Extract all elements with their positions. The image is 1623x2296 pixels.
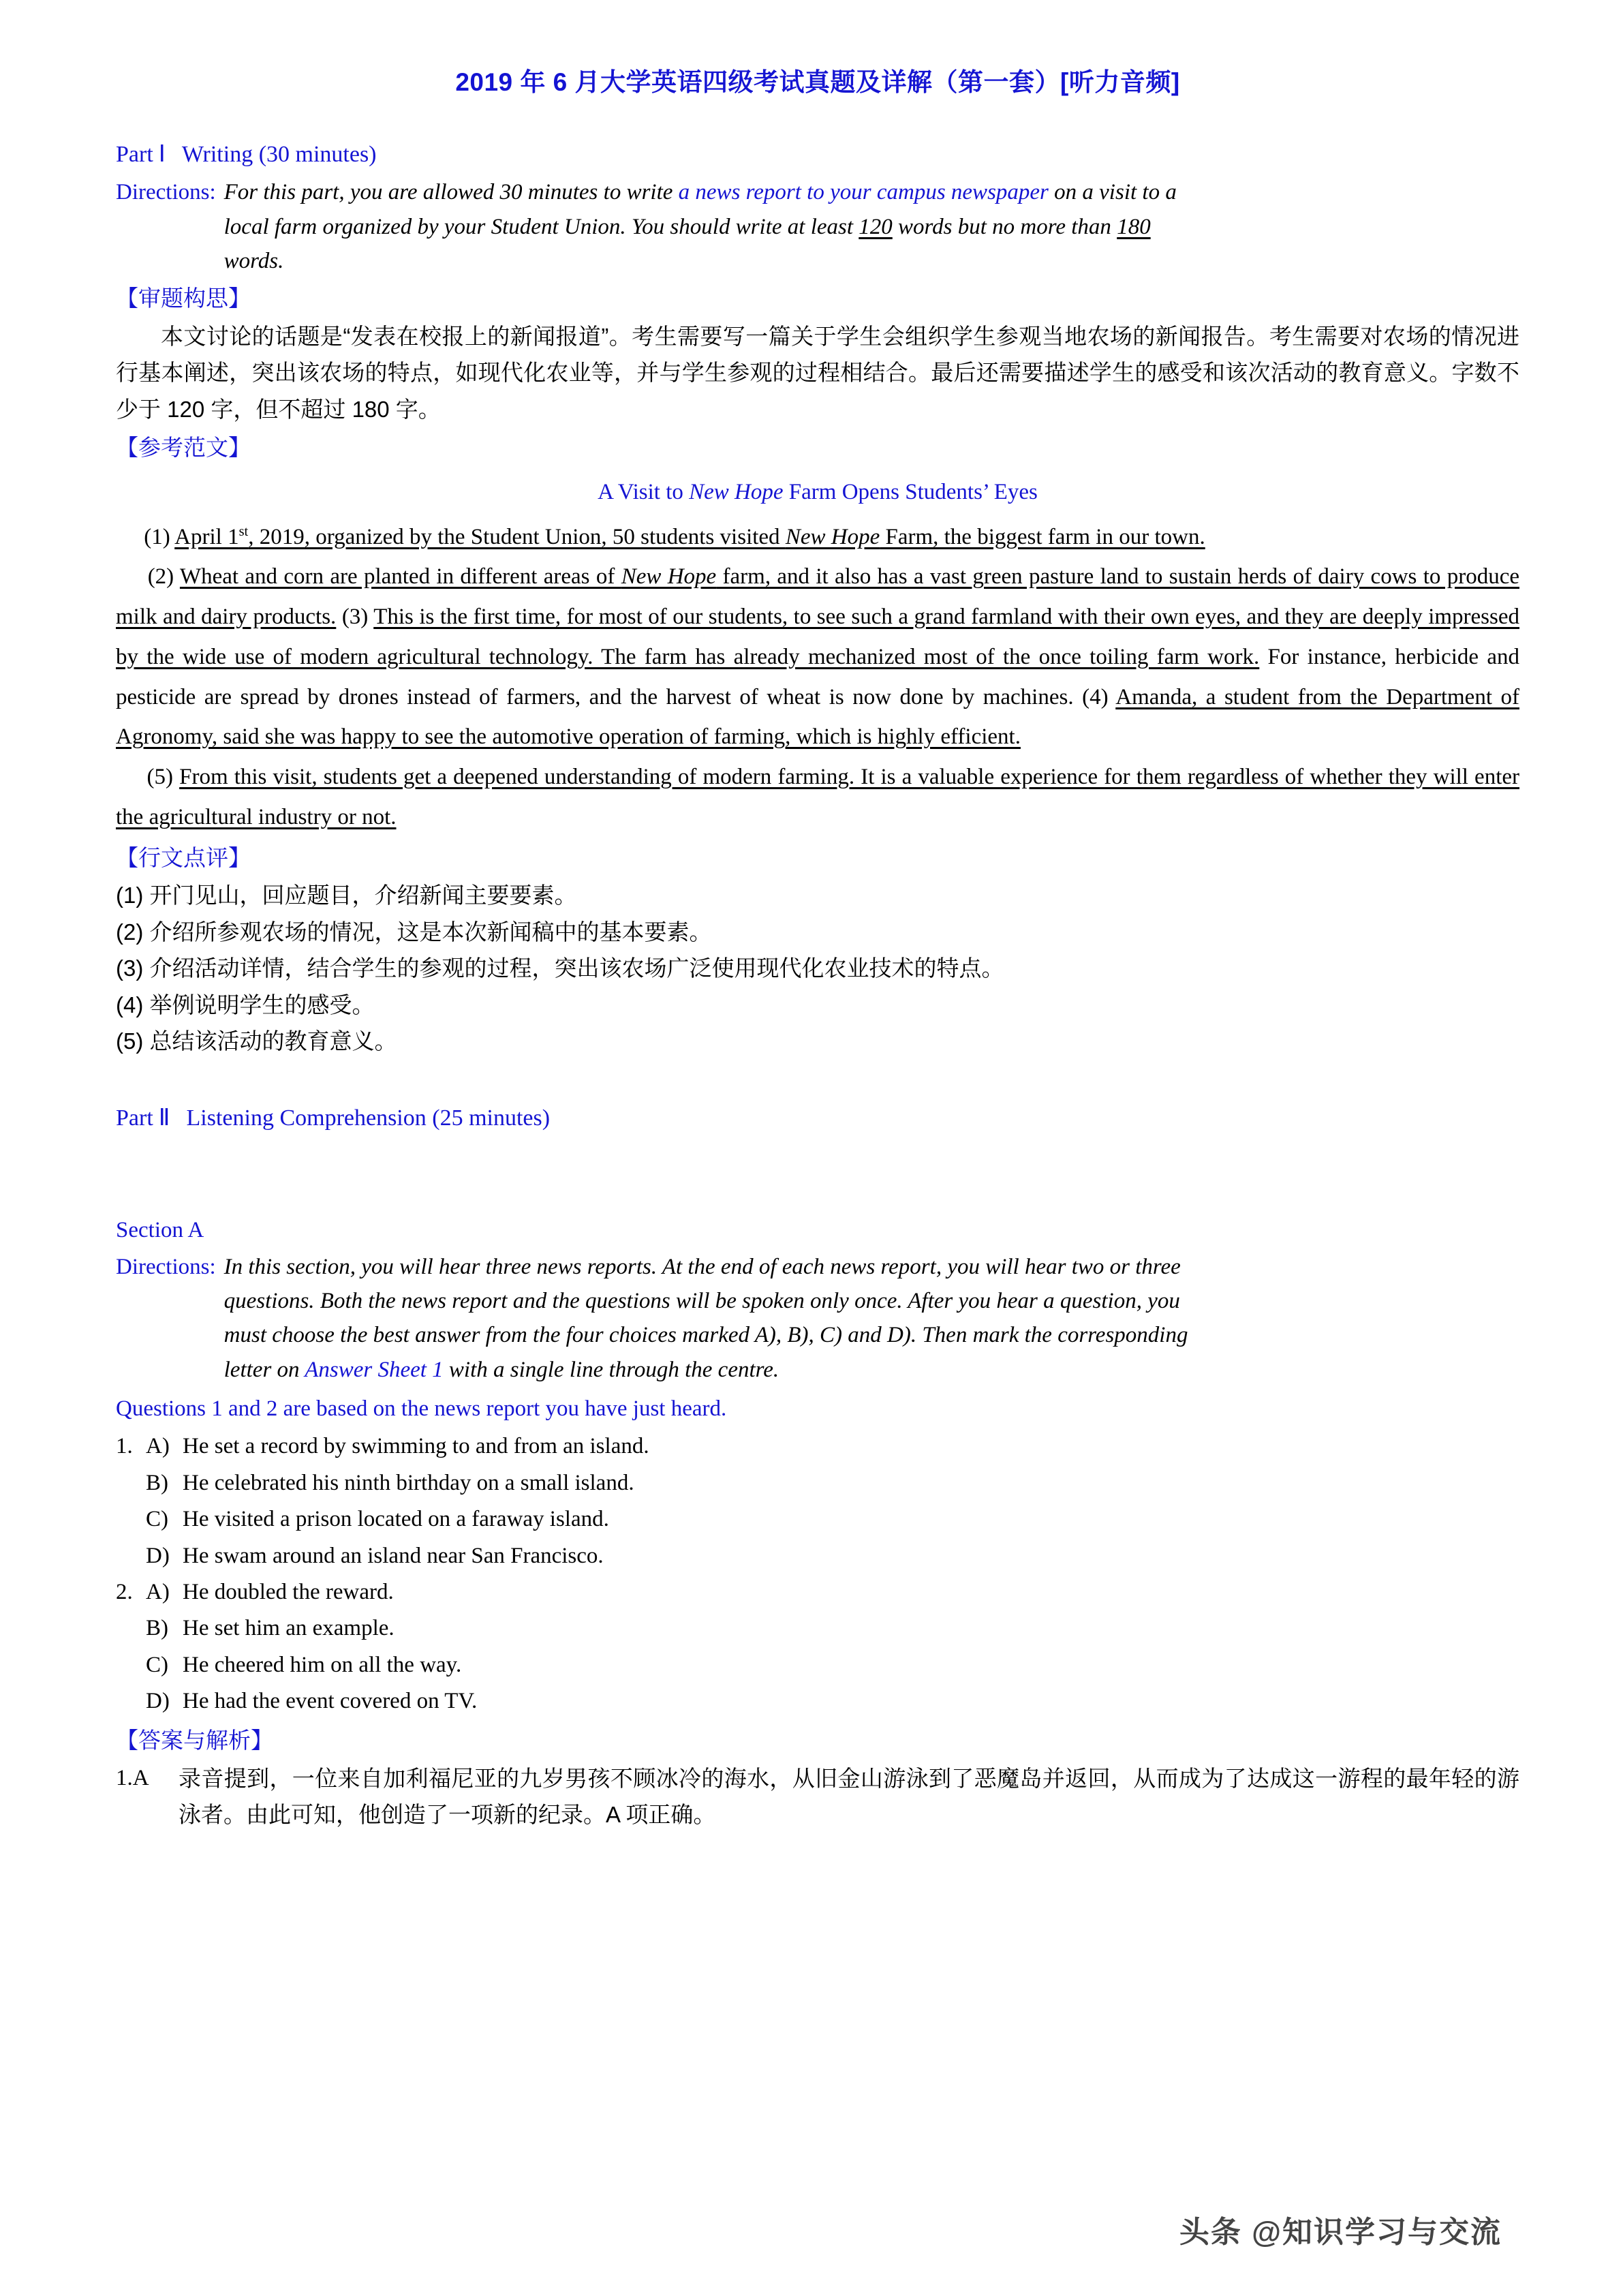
essay-p1-farm: New Hope [785, 524, 880, 549]
essay-title-farm-name: New Hope [689, 479, 784, 504]
directions-line2-b: words but no more than [892, 214, 1117, 239]
question-number-spacer [116, 1538, 146, 1574]
question-number-spacer [116, 1465, 146, 1501]
question-1-option-c[interactable] [116, 1501, 1519, 1537]
essay-title-b: Farm Opens Students’ Eyes [783, 479, 1038, 504]
commentary-item: (2) 介绍所参观农场的情况，这是本次新闻稿中的基本要素。 [116, 919, 712, 945]
section-a-directions-line3: must choose the best answer from the four choices marked A), B), C) and D). Then mark the corresponding [223, 1323, 1188, 1348]
part-2-roman: Ⅱ [158, 1105, 170, 1131]
answer-key-heading: 【答案与解析】 [116, 1727, 273, 1753]
essay-paragraph-1 [116, 517, 1519, 557]
essay-paragraph-5 [116, 757, 1519, 837]
option-text: He set him an example. [183, 1616, 395, 1641]
commentary-heading: 【行文点评】 [116, 844, 251, 870]
questions-lead: Questions 1 and 2 are based on the news report you have just heard. [116, 1396, 727, 1421]
directions-line4-a: letter on [223, 1357, 305, 1382]
option-letter: B) [146, 1470, 168, 1495]
answer-sheet-link: Answer Sheet 1 [305, 1357, 444, 1382]
option-text: He cheered him on all the way. [183, 1652, 462, 1677]
analysis-paragraph: 本文讨论的话题是“发表在校报上的新闻报道”。考生需要写一篇关于学生会组织学生参观当地农场的新闻报告。考生需要对农场的情况进行基本阐述，突出该农场的特点，如现代化农业等，并与学生参观的过程相结合。最后还需要描述学生的感受和该次活动的教育意义。字数不少于 120 字，但不超过 180 字。 [116, 323, 1519, 422]
essay-p5-text: From this visit, students get a deepened understanding of modern farming. It is a valuable experience for them regardless of whether they will enter the agricultural industry or not. [116, 765, 1520, 829]
part-1-heading [116, 137, 1519, 173]
essay-title-a: A Visit to [598, 479, 690, 504]
essay-p1-ordinal: st [238, 523, 249, 539]
option-text: He doubled the reward. [183, 1580, 394, 1605]
essay-title [116, 474, 1519, 510]
option-text: He visited a prison located on a faraway island. [183, 1507, 609, 1532]
part-1-directions [116, 175, 1519, 277]
essay-p1-b: , 2019, organized by the Student Union, 50 students visited [248, 524, 786, 549]
question-number-spacer [116, 1610, 146, 1647]
question-number-spacer [116, 1647, 146, 1683]
option-letter: C) [146, 1652, 168, 1677]
watermark: 头条 @知识学习与交流 [1179, 2216, 1502, 2249]
question-2-option-c[interactable] [116, 1647, 1519, 1683]
part-1-roman: Ⅰ [158, 141, 166, 167]
option-letter: A) [146, 1434, 170, 1459]
essay-p4-number: (4) [1082, 684, 1109, 709]
part-2-title: Listening Comprehension (25 minutes) [186, 1105, 551, 1131]
part-2-heading [116, 1101, 1519, 1137]
part-2-label: Part [116, 1105, 153, 1131]
directions-label: Directions: [116, 1255, 216, 1280]
section-a-directions [116, 1250, 1519, 1387]
section-a-directions-line4 [224, 1353, 1519, 1387]
question-number: 1. [116, 1434, 133, 1459]
max-words: 180 [1117, 214, 1151, 239]
section-a-directions-line2: questions. Both the news report and the questions will be spoken only once. After you hear a question, you [223, 1289, 1180, 1314]
part-1-title: Writing (30 minutes) [181, 141, 377, 167]
question-2-option-a[interactable] [116, 1574, 1519, 1610]
question-1-option-a[interactable] [116, 1428, 1519, 1465]
commentary-item: (3) 介绍活动详情，结合学生的参观的过程，突出该农场广泛使用现代化农业技术的特点。 [116, 955, 1004, 981]
option-text: He swam around an island near San Francisco. [183, 1543, 604, 1568]
question-2-option-d[interactable] [116, 1683, 1519, 1719]
section-a-heading: Section A [116, 1218, 204, 1243]
essay-p2-farm: New Hope [621, 564, 717, 590]
commentary-item: (4) 举例说明学生的感受。 [116, 992, 375, 1017]
question-number-spacer [116, 1501, 146, 1537]
listening-gap [116, 1139, 1519, 1212]
sample-essay-heading: 【参考范文】 [116, 435, 251, 461]
option-text: He had the event covered on TV. [183, 1689, 478, 1714]
part-1-label: Part [116, 141, 153, 167]
essay-p3-number: (3) [341, 604, 369, 630]
answer-explanation: 录音提到，一位来自加利福尼亚的九岁男孩不顾冰冷的海水，从旧金山游泳到了恶魔岛并返回，从而成为了达成这一游程的最年轻的游泳者。由此可知，他创造了一项新的纪录。A 项正确。 [179, 1765, 1519, 1828]
question-number-spacer [116, 1683, 146, 1719]
answer-explanation-row [116, 1760, 1519, 1833]
section-gap [116, 1060, 1519, 1101]
essay-p1-a: April 1 [174, 524, 239, 549]
question-1-option-d[interactable] [116, 1538, 1519, 1574]
commentary-item: (1) 开门见山，回应题目，介绍新闻主要要素。 [116, 883, 577, 908]
option-letter: B) [146, 1616, 168, 1641]
option-letter: A) [146, 1580, 170, 1605]
essay-p2-a: Wheat and corn are planted in different areas of [179, 564, 621, 590]
directions-line1-a: For this part, you are allowed 30 minutes to write [223, 180, 679, 205]
question-1-option-b[interactable] [116, 1465, 1519, 1501]
option-text: He set a record by swimming to and from an island. [183, 1434, 649, 1459]
document-content [116, 65, 1519, 1833]
essay-paragraph-2 [116, 557, 1519, 757]
section-a-directions-line1: In this section, you will hear three news reports. At the end of each news report, you will hear two or three [223, 1255, 1181, 1280]
option-text: He celebrated his ninth birthday on a small island. [183, 1470, 634, 1495]
essay-p2-b: farm, and it also has a vast green pasture land to sustain herds of dairy cows to produce milk and dairy products. [116, 564, 1519, 630]
directions-line3: words. [223, 248, 284, 273]
essay-p3-text: This is the first time, for most of our students, to see such a grand farmland with their own eyes, and they are deeply impressed by the wide use of modern agricultural technology. The farm has already mechanized most of the once toiling farm work. [116, 604, 1520, 669]
option-letter: D) [146, 1689, 170, 1714]
essay-p4-text: Amanda, a student from the Department of Agronomy, said she was happy to see the automotive operation of farming, which is highly efficient. [116, 684, 1519, 750]
essay-p3-plain: For instance, herbicide and pesticide are spread by drones instead of farmers, and the harvest of wheat is now done by machines. [116, 644, 1519, 709]
directions-text [224, 1250, 1519, 1387]
essay-p5-number: (5) [146, 765, 173, 790]
essay-p1-text [174, 525, 1205, 549]
analysis-heading: 【审题构思】 [116, 285, 251, 311]
page-title: 2019 年 6 月大学英语四级考试真题及详解（第一套）[听力音频] [455, 68, 1180, 96]
directions-line2-a: local farm organized by your Student Union. You should write at least [223, 214, 859, 239]
option-letter: D) [146, 1543, 170, 1568]
directions-line4-b: with a single line through the centre. [443, 1357, 779, 1382]
answer-key: 1.A [116, 1765, 149, 1790]
directions-text [224, 175, 1519, 277]
essay-p1-number: (1) [144, 524, 170, 549]
question-2-option-b[interactable] [116, 1610, 1519, 1647]
option-letter: C) [146, 1507, 168, 1532]
commentary-item: (5) 总结该活动的教育意义。 [116, 1028, 397, 1054]
question-number: 2. [116, 1580, 133, 1605]
directions-highlight: a news report to your campus newspaper [678, 180, 1049, 205]
directions-line1-b: on a visit to a [1048, 180, 1177, 205]
essay-p1-c: Farm, the biggest farm in our town. [880, 524, 1205, 549]
directions-line2 [224, 210, 1519, 244]
directions-label: Directions: [116, 180, 216, 205]
min-words: 120 [859, 214, 893, 239]
essay-p2-number: (2) [147, 564, 174, 590]
